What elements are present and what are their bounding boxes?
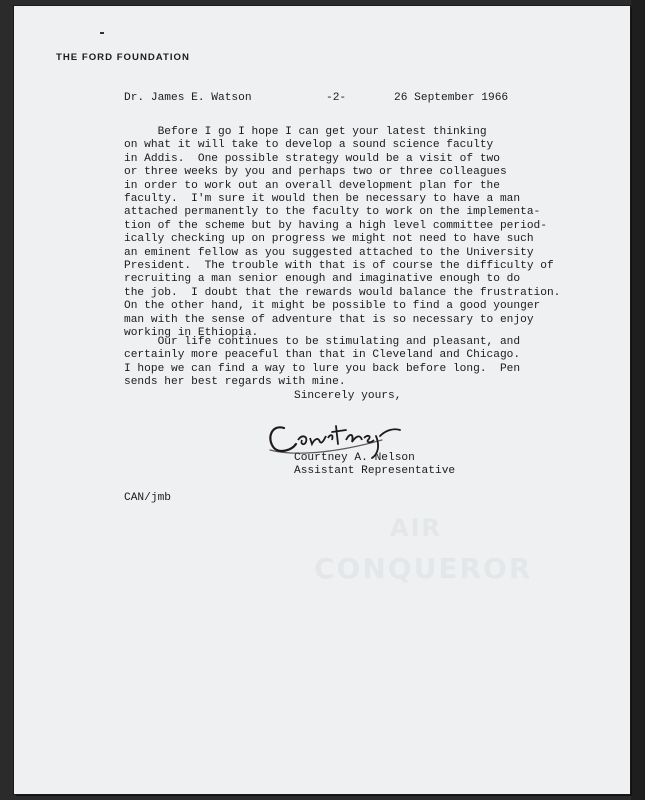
watermark-air: AIR: [390, 514, 442, 542]
header-date: 26 September 1966: [394, 92, 509, 104]
body-paragraph-2: Our life continues to be stimulating and pleasant, and certainly more peaceful than that in Cleveland and Chicago. I hope we can find a way to lure you back before long. Pen sends her best regards with mine.: [124, 336, 521, 389]
signatory-title: Assistant Representative: [294, 465, 456, 477]
punch-mark: [100, 32, 104, 34]
scan-background-edge: [631, 0, 645, 800]
typist-initials: CAN/jmb: [124, 492, 171, 504]
watermark-conqueror: CONQUEROR: [314, 552, 533, 585]
header-page-number: -2-: [326, 92, 347, 104]
letter-page: [14, 6, 630, 794]
header-recipient: Dr. James E. Watson: [124, 92, 252, 104]
closing-salutation: Sincerely yours,: [294, 390, 402, 402]
signatory-name: Courtney A. Nelson: [294, 452, 415, 464]
letterhead-organization: THE FORD FOUNDATION: [56, 52, 190, 63]
body-paragraph-1: Before I go I hope I can get your latest thinking on what it will take to develop a sound science faculty in Addis. One possible strategy would be a visit of two or three weeks by you and perhaps two or three colleagues in order to work out an overall development plan for the faculty. I'm sure it would then be necessary to have a man attached permanently to the faculty to work on the implementa- tion of the scheme but by having a high level committee period- ically checking up on progress we might not need to have such an eminent fellow as you suggested attached to the University President. The trouble with that is of course the difficulty of recruiting a man senior enough and imaginative enough to do the job. I doubt that the rewards would balance the frustration. On the other hand, it might be possible to find a good younger man with the sense of adventure that is so necessary to enjoy working in Ethiopia.: [124, 126, 561, 340]
